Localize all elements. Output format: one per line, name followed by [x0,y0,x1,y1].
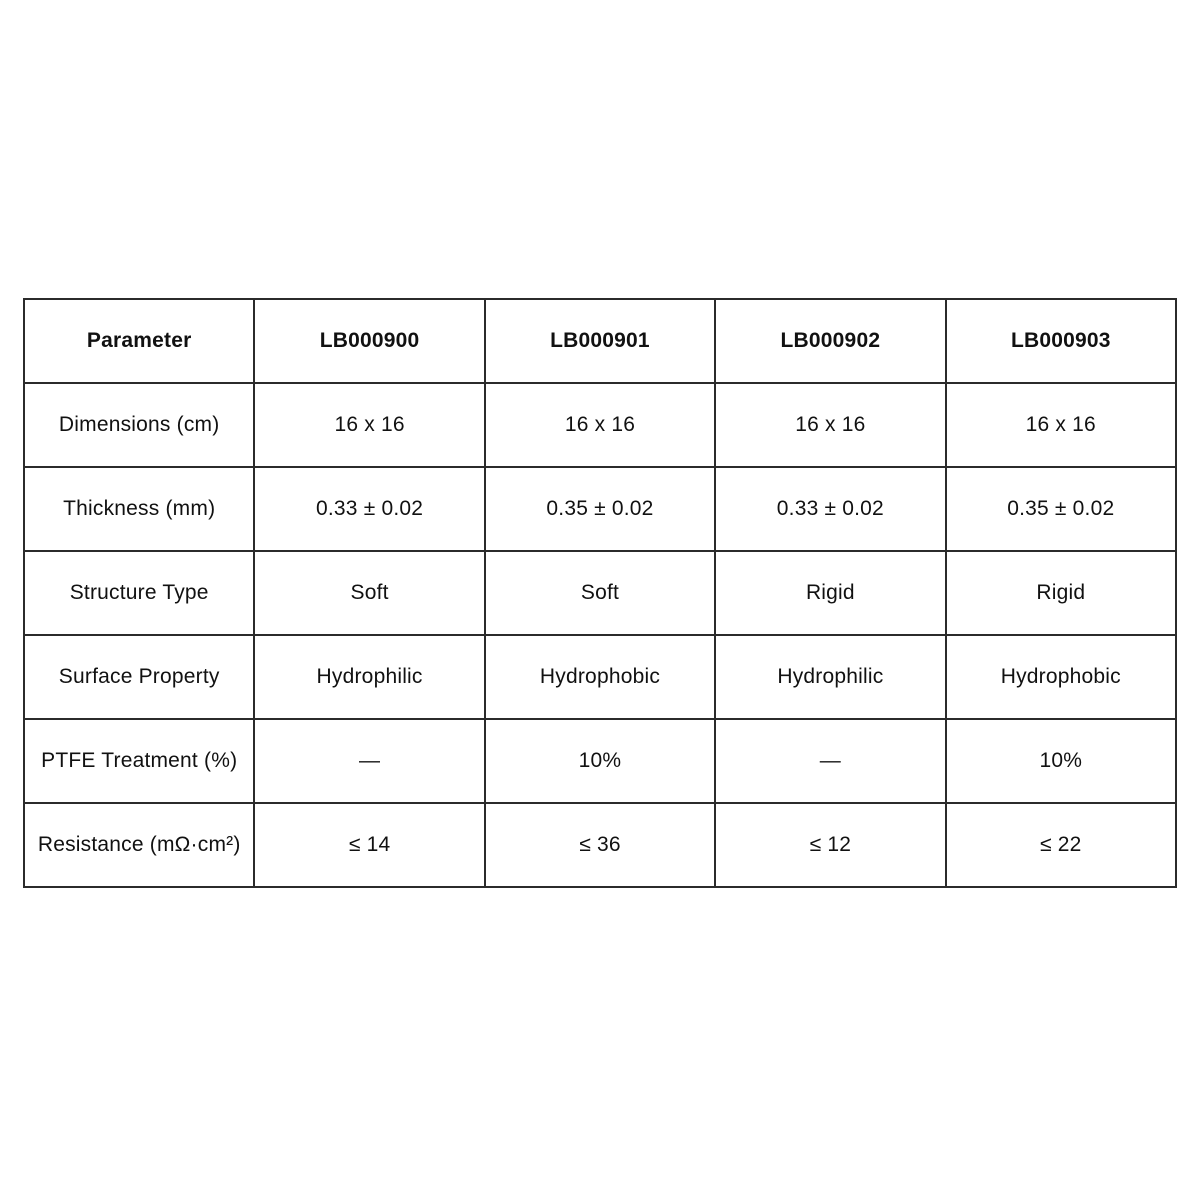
table-row [24,719,1176,803]
table-cell: 10% [485,719,715,803]
table-cell: 0.35 ± 0.02 [485,467,715,551]
table-cell: Hydrophobic [485,635,715,719]
table-cell: Hydrophilic [715,635,945,719]
table-cell: Rigid [715,551,945,635]
table-body [24,383,1176,887]
table-cell: 0.33 ± 0.02 [254,467,484,551]
row-label: Structure Type [24,551,254,635]
header-cell-lb000900: LB000900 [254,299,484,383]
table-cell: Rigid [946,551,1176,635]
table-cell: — [715,719,945,803]
row-label: Thickness (mm) [24,467,254,551]
table-cell: Hydrophobic [946,635,1176,719]
table-cell: ≤ 22 [946,803,1176,887]
table-cell: 16 x 16 [485,383,715,467]
table-cell: — [254,719,484,803]
table-row [24,803,1176,887]
header-row [24,299,1176,383]
specification-table [23,298,1177,888]
table-cell: ≤ 36 [485,803,715,887]
row-label: Dimensions (cm) [24,383,254,467]
table-row [24,551,1176,635]
table-cell: ≤ 14 [254,803,484,887]
table-cell: 0.35 ± 0.02 [946,467,1176,551]
table-cell: Hydrophilic [254,635,484,719]
row-label: Surface Property [24,635,254,719]
header-cell-lb000903: LB000903 [946,299,1176,383]
table-cell: Soft [254,551,484,635]
table-row [24,635,1176,719]
table-header [24,299,1176,383]
table-cell: 0.33 ± 0.02 [715,467,945,551]
table-cell: 10% [946,719,1176,803]
table-row [24,383,1176,467]
header-cell-parameter: Parameter [24,299,254,383]
table-cell: 16 x 16 [946,383,1176,467]
header-cell-lb000901: LB000901 [485,299,715,383]
table-cell: ≤ 12 [715,803,945,887]
table-cell: Soft [485,551,715,635]
table-cell: 16 x 16 [254,383,484,467]
table-cell: 16 x 16 [715,383,945,467]
row-label: PTFE Treatment (%) [24,719,254,803]
table-row [24,467,1176,551]
header-cell-lb000902: LB000902 [715,299,945,383]
row-label: Resistance (mΩ·cm²) [24,803,254,887]
